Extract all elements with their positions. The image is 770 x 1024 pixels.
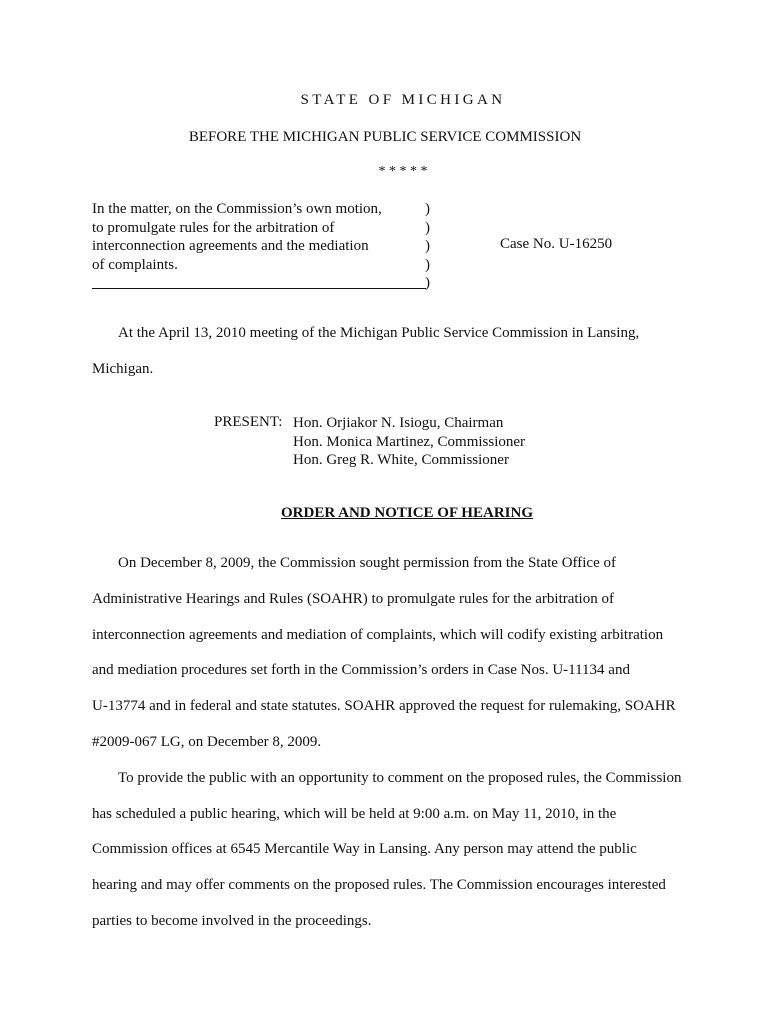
paragraph1-line: On December 8, 2009, the Commission sought permission from the State Office of — [118, 555, 616, 571]
paren: ) — [425, 219, 430, 236]
paragraph2-line: has scheduled a public hearing, which will be held at 9:00 a.m. on May 11, 2010, in the — [92, 806, 617, 822]
paragraph1-line: and mediation procedures set forth in the Commission’s orders in Case Nos. U-11134 and — [92, 662, 630, 678]
member-name: Hon. Monica Martinez, Commissioner — [293, 433, 526, 450]
paragraph1-line: Administrative Hearings and Rules (SOAHR) to promulgate rules for the arbitration of — [92, 591, 614, 607]
case-number: Case No. U-16250 — [500, 236, 613, 252]
caption-line: of complaints. — [92, 256, 178, 273]
separator-stars: * * * * * — [378, 164, 428, 179]
caption-line: to promulgate rules for the arbitration of — [92, 219, 335, 236]
order-heading: ORDER AND NOTICE OF HEARING — [281, 505, 533, 521]
case-caption — [92, 200, 428, 274]
member-name: Hon. Orjiakor N. Isiogu, Chairman — [293, 415, 504, 431]
meeting-line: At the April 13, 2010 meeting of the Michigan Public Service Commission in Lansing, — [118, 325, 640, 341]
paragraph2-line: parties to become involved in the proceedings. — [92, 913, 372, 929]
meeting-line: Michigan. — [92, 361, 154, 377]
state-title: STATE OF MICHIGAN — [300, 92, 506, 108]
present-members — [293, 414, 525, 470]
caption-line: interconnection agreements and the mediation — [92, 238, 369, 254]
present-label: PRESENT: — [214, 414, 283, 430]
paren: ) — [425, 256, 430, 273]
paragraph1-line: #2009-067 LG, on December 8, 2009. — [92, 734, 322, 750]
paragraph2-line: Commission offices at 6545 Mercantile Way in Lansing. Any person may attend the public — [92, 841, 637, 857]
paragraph1-line: U-13774 and in federal and state statutes. SOAHR approved the request for rulemaking, SOAHR — [92, 698, 676, 714]
paragraph2-line: To provide the public with an opportunity to comment on the proposed rules, the Commission — [118, 770, 682, 786]
paren: ) — [425, 201, 430, 217]
caption-parentheses — [425, 200, 430, 293]
commission-title: BEFORE THE MICHIGAN PUBLIC SERVICE COMMISSION — [188, 129, 582, 145]
paragraph1-line: interconnection agreements and mediation of complaints, which will codify existing arbitration — [92, 627, 664, 643]
member-name: Hon. Greg R. White, Commissioner — [293, 452, 509, 468]
paren: ) — [425, 238, 430, 254]
caption-line: In the matter, on the Commission’s own motion, — [92, 201, 382, 217]
paren: ) — [425, 275, 430, 291]
caption-underline — [92, 288, 426, 289]
paragraph2-line: hearing and may offer comments on the proposed rules. The Commission encourages interested — [92, 877, 666, 893]
